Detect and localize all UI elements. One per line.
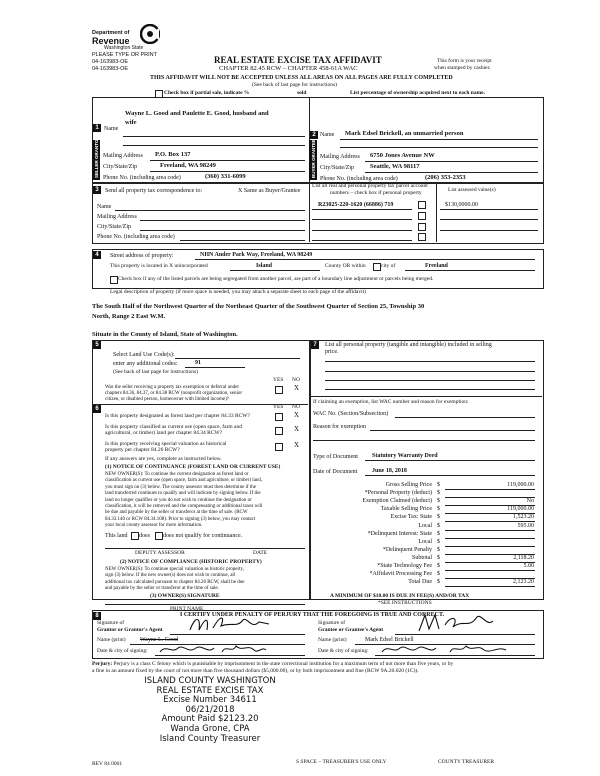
street-label: Street address of property: — [110, 253, 174, 259]
tax-row-underline — [445, 570, 535, 571]
grantee-date-city-label: Date & city of signing: — [318, 648, 369, 654]
certify-statement: I CERTIFY UNDER PENALTY OF PERJURY THAT THE FOREGOING IS TRUE AND CORRECT. — [180, 612, 445, 618]
tax-row-label: *Affidavit Processing Fee — [369, 571, 432, 578]
perjury-text-1: Perjury is a class C felony which is punishable by imprisonment in the state correctional institution for a maximum term of not more than five years, or by — [113, 661, 454, 667]
claiming-exemption: If claiming an exemption, list WAC number and reason for exemption: — [313, 399, 469, 405]
assessed-value[interactable]: $130,0000.00 — [445, 202, 478, 208]
continuance-title: (1) NOTICE OF CONTINUANCE (FOREST LAND OR CURRENT USE) — [105, 464, 281, 470]
grantee-name-print[interactable]: Mark Edsel Brickell — [365, 637, 414, 643]
buyer-city-label: City/State/Zip — [320, 165, 354, 171]
personal-property-label-2: price. — [325, 349, 339, 355]
tax-row-value[interactable]: 119,000.00 — [507, 482, 534, 488]
tax-row-currency: $ — [437, 490, 440, 497]
segregated-note: Check box if any of the listed parcels are being segregated from another parcel, are part of a boundary line adjustment or parcels being merged. — [118, 276, 434, 282]
minimum-due: A MINIMUM OF $10.00 IS DUE IN FEE(S) AND/OR TAX — [330, 593, 470, 599]
s3-name-label: Name — [97, 204, 112, 210]
tax-row-label: Exemption Claimed (deduct) — [362, 498, 432, 505]
tax-row-currency: $ — [437, 563, 440, 569]
tax-row-currency: $ — [437, 571, 440, 578]
buyer-mailing-label: Mailing Address — [320, 154, 360, 160]
parcel-number[interactable]: R23025-220-1620 (66886) 719 — [318, 202, 394, 208]
tax-row-currency: $ — [437, 546, 440, 553]
buyer-phone-label: Phone No. (including area code) — [320, 176, 398, 182]
tax-see-instructions: *SEE INSTRUCTIONS — [378, 600, 432, 606]
buyer-phone[interactable]: (206) 353-2353 — [425, 174, 466, 181]
tax-row-underline — [445, 546, 535, 547]
parcel-checkbox-4[interactable] — [418, 233, 426, 241]
legal-line-3: Situate in the County of Island, State of Washington. — [92, 331, 238, 338]
seller-city[interactable]: Freeland, WA 98249 — [160, 162, 216, 169]
historic-no-mark[interactable]: X — [294, 441, 300, 449]
city-of-checkbox[interactable] — [373, 263, 381, 271]
forest-yes-checkbox[interactable] — [275, 413, 283, 421]
tax-row-label: Taxable Selling Price — [380, 506, 432, 513]
exemption-no-mark[interactable]: X — [294, 384, 300, 392]
city-name[interactable]: Freeland — [425, 263, 448, 269]
paragraph-line: sign (3) below. If the new owner(s) does not wish to continue, all — [105, 573, 236, 579]
segregated-checkbox[interactable] — [110, 276, 118, 284]
s3-phone-label: Phone No. (including area code) — [97, 234, 175, 240]
tax-row-value[interactable]: 5.00 — [523, 563, 534, 569]
section-5-number: 5 — [93, 341, 101, 349]
seller-phone[interactable]: (360) 331-6099 — [205, 173, 246, 180]
s5-no: NO — [292, 377, 300, 383]
receipt-note-1: This form is your receipt — [437, 58, 492, 64]
paragraph-line: classification as current use (open space, farm and agriculture, or timber) land, — [105, 478, 263, 484]
exemption-q1: Was the seller receiving a property tax exemption or deferral under — [105, 385, 239, 390]
tax-calculation — [310, 482, 542, 587]
tax-row-label: *Personal Property (deduct) — [364, 490, 432, 497]
section-4-number: 4 — [93, 251, 101, 259]
select-land-use: Select Land Use Code(s): — [113, 352, 175, 358]
section-2-number: 2 — [310, 131, 318, 139]
rev-number: REV 84 0001 — [92, 761, 123, 767]
located-in: This property is located in X unincorporated — [110, 263, 208, 269]
paragraph-line: NEW OWNER(S): To continue special valuation as historic property, — [105, 567, 244, 572]
tax-row-underline — [445, 562, 535, 563]
form-no-1: 04-163983-OE — [92, 59, 129, 65]
see-instructions: (See back of last page for instructions) — [252, 82, 337, 88]
dept-label: Department of — [92, 30, 130, 36]
buyer-name-label: Name — [320, 132, 335, 138]
exemption-yes-checkbox[interactable] — [275, 386, 283, 394]
paragraph-line: you must sign on (3) below. The county assessor must then determine if the — [105, 484, 256, 490]
owner-signature-label: (3) OWNER(S) SIGNATURE — [150, 593, 220, 599]
deputy-assessor: DEPUTY ASSESSOR — [135, 550, 185, 556]
form-chapter: CHAPTER 82.45 RCW – CHAPTER 458-61A WAC — [219, 65, 358, 72]
seller-phone-label: Phone No. (including area code) — [103, 175, 181, 181]
tax-row-currency: $ — [437, 530, 440, 537]
perjury-2: a fine in an amount fixed by the court of not more than five thousand dollars ($5,000.00), or by both imprisonment and fine (RCW 9A.20.020 (1C)). — [92, 668, 419, 674]
tax-row-currency: $ — [437, 498, 440, 505]
state-label: Washington State — [104, 45, 144, 51]
revenue-logo-icon — [140, 24, 160, 44]
grantor-sig-label-1: Signature of — [97, 620, 125, 626]
tax-row-underline — [445, 497, 535, 498]
buyer-side-label: BUYER GRANTEE — [311, 138, 316, 178]
does-checkbox[interactable] — [131, 532, 139, 540]
tax-row-underline — [445, 538, 535, 539]
perjury-title: Perjury: — [92, 661, 113, 667]
compliance-body — [105, 567, 305, 593]
buyer-mailing[interactable]: 6750 Jones Avenue NW — [370, 152, 435, 159]
county-or: County OR within — [325, 263, 366, 269]
parcel-checkbox-1[interactable] — [418, 201, 426, 209]
s3-city-label: City/State/Zip — [97, 224, 131, 230]
exemption-q2: chapters 84.36, 84.37, or 84.38 RCW (nonprofit organization, senior — [105, 391, 243, 396]
send-correspondence-label: Send all property tax correspondence to: — [105, 188, 203, 194]
tax-row-label: *Delinquent Interest: State — [367, 530, 432, 537]
see-back: (See back of last page for instructions) — [113, 369, 198, 375]
seller-name-label: Name — [104, 126, 119, 132]
does-not-label: does not qualify for continuance. — [163, 533, 243, 539]
tax-row-currency: $ — [437, 514, 440, 521]
forest-no-mark[interactable]: X — [294, 411, 300, 419]
this-land-label: This land — [105, 533, 128, 539]
tax-row-value[interactable]: 119,000.00 — [507, 506, 534, 513]
grantee-date-city-handwriting-icon — [380, 642, 510, 656]
seller-mailing[interactable]: P.O. Box 137 — [155, 151, 191, 158]
land-use-code[interactable]: 91 — [195, 360, 201, 366]
treasurer-space: S SPACE – TREASURER'S USE ONLY — [296, 759, 387, 765]
doc-type-label: Type of Document — [313, 454, 358, 460]
seller-name-1[interactable]: Wayne L. Good and Paulette E. Good, husband and — [125, 110, 269, 117]
tax-row-currency: $ — [437, 522, 440, 529]
section-8-number: 8 — [93, 612, 101, 620]
tax-row-value[interactable]: 595.00 — [517, 522, 534, 529]
tax-row-value[interactable]: 1,523.20 — [513, 514, 534, 521]
enter-additional: enter any additional codes: — [113, 361, 178, 367]
parcel-header-2: numbers – check box if personal property — [330, 190, 422, 196]
current-use-yes-checkbox[interactable] — [275, 427, 283, 435]
section-3-number: 3 — [93, 186, 101, 194]
grantor-date-city-label: Date & city of signing: — [97, 648, 148, 654]
tax-row-label: Local — [418, 538, 432, 545]
tax-row-underline — [445, 489, 535, 490]
tax-row-currency: $ — [437, 554, 440, 561]
assessed-header: List assessed value(s) — [448, 187, 496, 193]
deputy-date: DATE — [253, 550, 268, 556]
tax-row-label: *Delinquent Penalty — [382, 546, 432, 553]
street-address[interactable]: NHN Ander Park Way, Freeland, WA 98249 — [200, 252, 313, 258]
paragraph-line: land transferred continues to qualify and will indicate by signing below. If the — [105, 491, 261, 497]
tax-row-underline — [445, 530, 535, 531]
s6-no: NO — [292, 404, 300, 410]
stamp-line-6: Wanda Grone, CPA — [170, 723, 250, 734]
doc-type[interactable]: Statutory Warranty Deed — [372, 453, 438, 459]
paragraph-line: NEW OWNER(S): To continue the current designation as forest land or — [105, 472, 249, 477]
if-yes-note: If any answers are yes, complete as instructed below. — [105, 456, 222, 462]
county-treasurer: COUNTY TREASURER — [438, 759, 495, 765]
does-label: does — [139, 533, 150, 539]
continuance-body — [105, 472, 305, 530]
legal-note: Legal description of property (if more space is needed, you may attach a separate sheet to each page of the affidavit) — [110, 289, 366, 295]
s5-yes: YES — [273, 377, 284, 383]
s6-yes: YES — [273, 404, 284, 410]
paragraph-line: classification, it will be removed and the compensating or additional taxes will — [105, 504, 263, 510]
section-6-number: 6 — [93, 405, 101, 413]
tax-row-value[interactable]: No — [526, 498, 534, 505]
perjury-1 — [92, 662, 453, 668]
historic-q-a: Is this property receiving special valuation as historical — [105, 441, 227, 447]
tax-row-value[interactable]: 2,123.20 — [513, 579, 534, 586]
stamp-line-2: REAL ESTATE EXCISE TAX — [156, 685, 264, 696]
historic-q-b: property per chapter 84.26 RCW? — [105, 447, 180, 453]
parcel-header-1: List all real and personal property tax parcel account — [312, 183, 428, 189]
current-use-no-mark[interactable]: X — [294, 425, 300, 433]
current-use-q-b: agricultural, or timber) land per chapter 84.34 RCW? — [105, 430, 223, 436]
reason-label: Reason for exemption — [313, 424, 366, 430]
tax-row-label: Subtotal — [411, 554, 432, 561]
grantor-date-city-handwriting-icon — [158, 642, 268, 656]
revenue-logo — [92, 24, 152, 52]
current-use-q-a: Is this property classified as current use (open space, farm and — [105, 424, 242, 430]
stamp-line-4: 06/21/2018 — [185, 704, 235, 715]
please-type: PLEASE TYPE OR PRINT — [92, 52, 158, 58]
paragraph-line: and payable by the seller or transferor at the time of sale. — [105, 586, 219, 592]
form-no-2: 04-163983-OE — [92, 66, 129, 72]
stamp-line-3: Excise Number 34611 — [163, 695, 257, 706]
grantee-sig-label-2: Grantee or Grantee's Agent — [318, 627, 384, 633]
paragraph-line: 84.33.140 or RCW 84.34.108). Prior to signing (3) below, you may contact — [105, 516, 256, 522]
form-title: REAL ESTATE EXCISE TAX AFFIDAVIT — [214, 55, 382, 65]
paragraph-line: additional tax calculated pursuant to chapter 84.26 RCW, shall be due — [105, 579, 245, 585]
pct-ownership-label: List percentage of ownership acquired next to each name. — [350, 90, 485, 96]
tax-row-currency: $ — [437, 506, 440, 513]
historic-yes-checkbox[interactable] — [275, 443, 283, 451]
grantee-signature-icon — [415, 611, 495, 635]
personal-property-label-1: List all personal property (tangible and intangible) included in selling — [325, 342, 492, 348]
grantee-name-print-label: Name (print) — [318, 637, 347, 643]
forest-q: Is this property designated as forest land per chapter 84.33 RCW? — [105, 413, 250, 419]
sold-label: sold — [297, 90, 307, 96]
paragraph-line: your local county assessor for more information. — [105, 523, 203, 529]
grantor-name-print-label: Name (print) — [97, 637, 126, 643]
paragraph-line: be due and payable by the seller or transferor at the time of sale. (RCW — [105, 510, 248, 516]
grantee-sig-label-1: Signature of — [318, 620, 346, 626]
seller-side-label: SELLER GRANTOR — [94, 136, 99, 178]
buyer-city[interactable]: Seattle, WA 98117 — [370, 163, 420, 170]
section-7-number: 7 — [311, 341, 319, 349]
parcel-checkbox-3[interactable] — [418, 223, 426, 231]
agency-label: Revenue — [92, 36, 130, 46]
s3-mailing-label: Mailing Address — [97, 214, 137, 220]
tax-row-value[interactable]: 2,118.20 — [513, 554, 534, 561]
grantor-sig-label-2: Grantor or Grantor's Agent — [97, 627, 163, 633]
tax-row-label: Excise Tax: State — [390, 514, 432, 521]
grantor-name-print[interactable]: Wayne L. Good — [140, 637, 179, 643]
buyer-name[interactable]: Mark Edsel Brickell, an unmarried person — [345, 130, 464, 137]
county-name[interactable]: Island — [256, 263, 273, 269]
print-name-label: PRINT NAME — [170, 606, 204, 612]
seller-name-2[interactable]: wife — [125, 119, 137, 126]
parcel-checkbox-2[interactable] — [418, 212, 426, 220]
warning-text: THIS AFFIDAVIT WILL NOT BE ACCEPTED UNLESS ALL AREAS ON ALL PAGES ARE FULLY COMPLETED — [150, 75, 453, 81]
tax-row-label: Local — [418, 522, 432, 529]
tax-row-currency: $ — [437, 482, 440, 488]
same-as-buyer[interactable]: X Same as Buyer/Grantee — [238, 188, 301, 194]
paragraph-line: land no longer qualifies or you do not wish to continue the designation or — [105, 497, 252, 503]
tax-row-underline — [445, 586, 535, 587]
does-not-checkbox[interactable] — [155, 532, 163, 540]
partial-sale-label: Check box if partial sale, indicate % — [164, 90, 250, 96]
treasurer-stamp — [130, 677, 290, 744]
tax-row-currency: $ — [437, 579, 440, 586]
compliance-title: (2) NOTICE OF COMPLIANCE (HISTORIC PROPERTY) — [120, 559, 262, 565]
wac-label: WAC No. (Section/Subsection) — [313, 411, 389, 417]
section-1-number: 1 — [93, 124, 101, 132]
seller-mailing-label: Mailing Address — [103, 153, 143, 159]
tax-row-label: Gross Selling Price — [385, 482, 432, 488]
stamp-line-1: ISLAND COUNTY WASHINGTON — [144, 676, 276, 686]
grantor-signature-icon — [185, 612, 275, 636]
seller-city-label: City/State/Zip — [103, 164, 137, 170]
exemption-q3: citizen, or disabled person, homeowner with limited income)? — [105, 397, 229, 402]
tax-row-label: *State Technology Fee — [377, 563, 432, 569]
receipt-note-2: when stamped by cashier. — [434, 65, 491, 71]
doc-date[interactable]: June 18, 2018 — [372, 468, 407, 474]
tax-row-label: Total Due — [408, 579, 432, 586]
stamp-line-5: Amount Paid $2123.20 — [161, 714, 259, 725]
tax-row-currency: $ — [437, 538, 440, 545]
doc-date-label: Date of Document — [313, 469, 358, 475]
legal-line-1: The South Half of the Northwest Quarter of the Northeast Quarter of the Southwest Quarter of Section 25, Township 30 — [92, 303, 425, 310]
city-of-label: city of — [381, 263, 396, 269]
legal-line-2: North, Range 2 East W.M. — [92, 313, 166, 320]
stamp-line-7: Island County Treasurer — [159, 733, 261, 744]
